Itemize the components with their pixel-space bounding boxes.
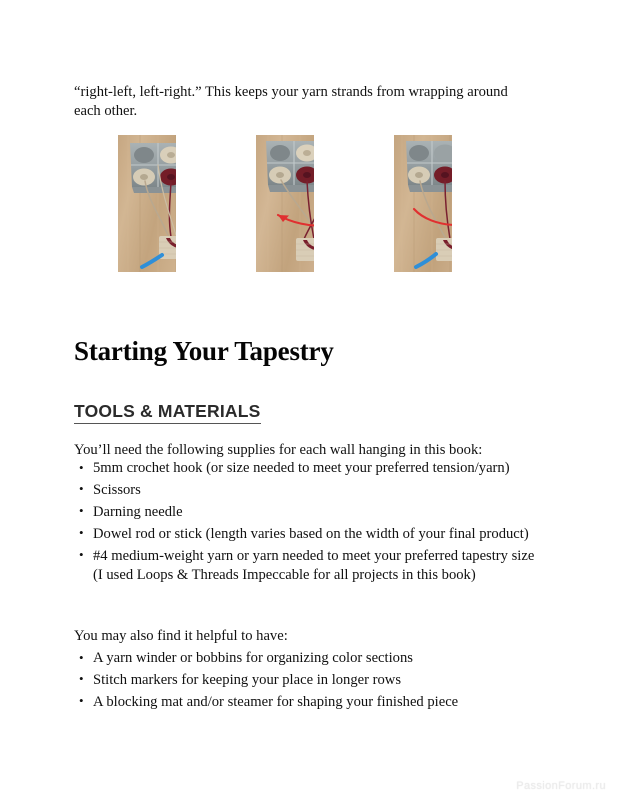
page-title: Starting Your Tapestry: [74, 336, 334, 367]
intro-paragraph: “right-left, left-right.” This keeps your yarn strands from wrapping around each other.: [74, 83, 508, 119]
supplies-list: [74, 459, 544, 588]
figure-image-1: [118, 135, 176, 272]
helpful-items-list: [74, 649, 544, 715]
list-item: • A blocking mat and/or steamer for shaping your finished piece: [74, 693, 544, 712]
list-item: • A yarn winder or bobbins for organizing color sections: [74, 649, 544, 668]
figure-image-2: [256, 135, 314, 272]
list-item: • #4 medium-weight yarn or yarn needed to meet your preferred tapestry size (I used Loops & Threads Impeccable for all projects in this book): [74, 547, 544, 586]
list-item: • Dowel rod or stick (length varies based on the width of your final product): [74, 525, 544, 544]
list-item: • Darning needle: [74, 503, 544, 522]
supplies-intro-paragraph: You’ll need the following supplies for each wall hanging in this book:: [74, 441, 483, 458]
watermark: PassionForum.ru: [516, 780, 606, 792]
figure-strip: [78, 119, 492, 256]
figure-image-3: [394, 135, 452, 272]
list-item: • Stitch markers for keeping your place in longer rows: [74, 671, 544, 690]
helpful-intro-paragraph: You may also find it helpful to have:: [74, 627, 288, 644]
list-item: • 5mm crochet hook (or size needed to meet your preferred tension/yarn): [74, 459, 544, 478]
list-item: • Scissors: [74, 481, 544, 500]
section-heading-tools-materials: TOOLS & MATERIALS: [74, 401, 261, 424]
